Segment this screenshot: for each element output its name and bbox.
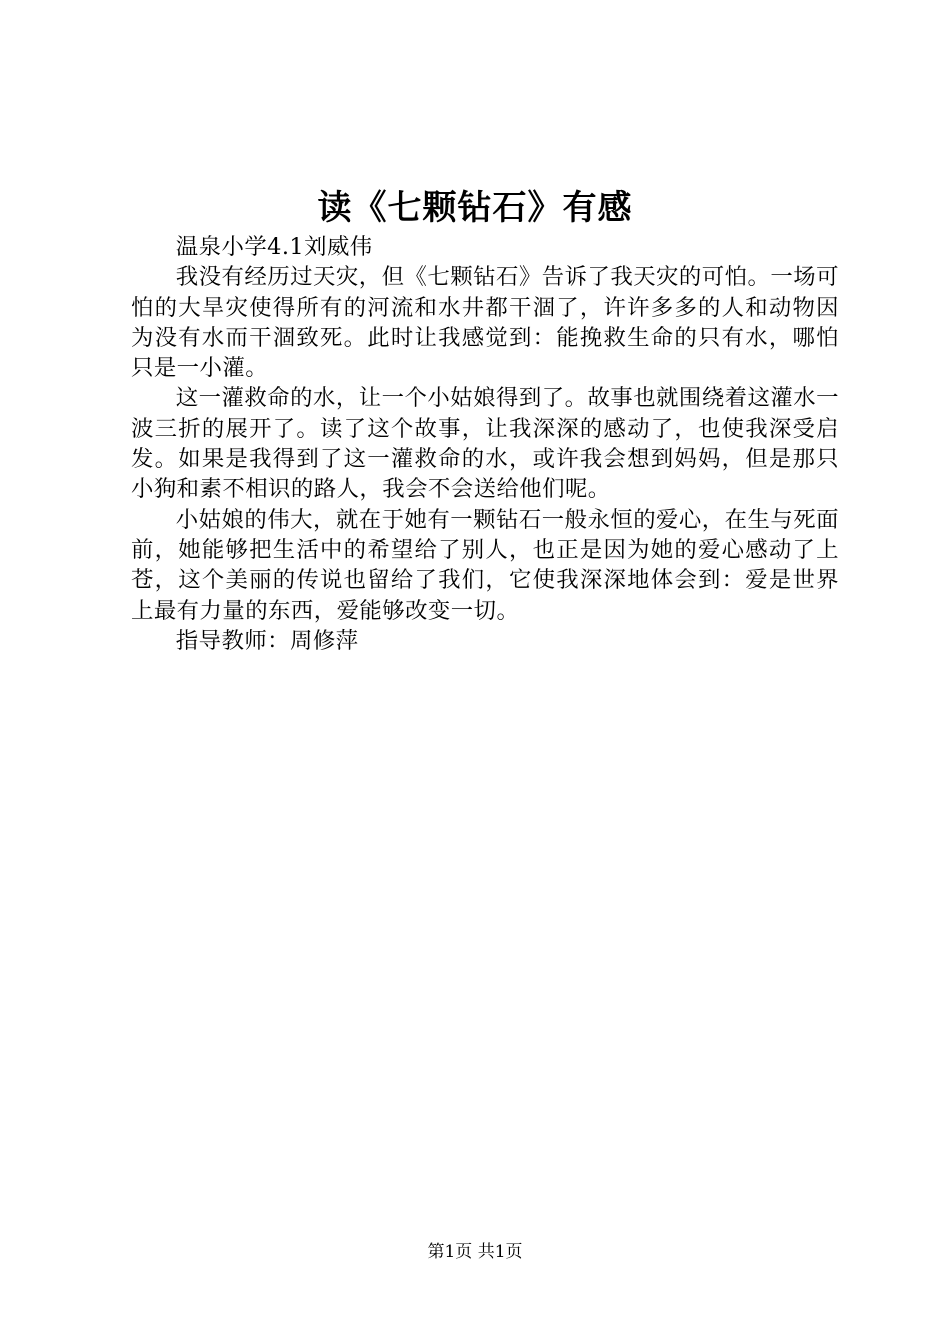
author-line: 温泉小学4.1刘威伟	[175, 234, 373, 260]
paragraph-3: 小姑娘的伟大，就在于她有一颗钻石一般永恒的爱心，在生与死面前，她能够把生活中的希望给了别人，也正是因为她的爱心感动了上苍，这个美丽的传说也留给了我们，它使我深深地体会到：爱是世界上最有力量的东西，爱能够改变一切。	[131, 506, 839, 624]
teacher-line: 指导教师：周修萍	[175, 627, 359, 654]
document-body	[131, 232, 839, 656]
paragraph-1: 我没有经历过天灾，但《七颗钻石》告诉了我天灾的可怕。一场可怕的大旱灾使得所有的河流和水井都干涸了，许许多多的人和动物因为没有水而干涸致死。此时让我感觉到：能挽救生命的只有水，哪怕只是一小灌。	[131, 264, 839, 382]
document-title: 读《七颗钻石》有感	[317, 188, 633, 228]
paragraph-2: 这一灌救命的水，让一个小姑娘得到了。故事也就围绕着这灌水一波三折的展开了。读了这个故事，让我深深的感动了，也使我深受启发。如果是我得到了这一灌救命的水，或许我会想到妈妈，但是那只小狗和素不相识的路人，我会不会送给他们呢。	[131, 385, 839, 503]
page-footer: 第1页 共1页	[427, 1242, 523, 1262]
